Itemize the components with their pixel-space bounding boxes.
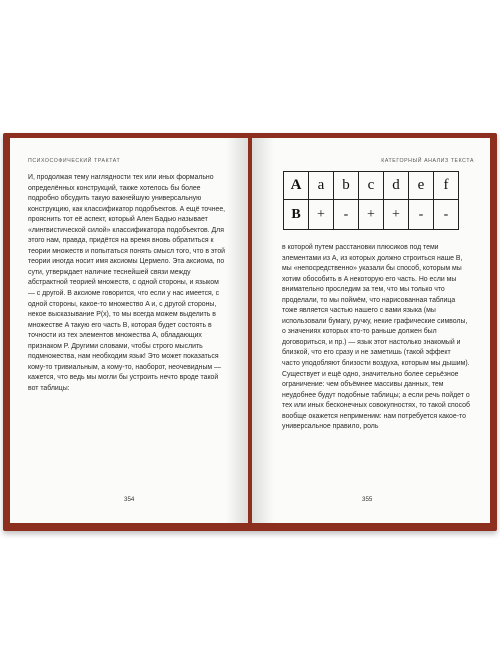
table-cell: - <box>434 200 459 230</box>
table-cell: a <box>309 172 334 200</box>
page-number: 355 <box>362 496 373 503</box>
table-row <box>284 172 459 200</box>
body-text: И, продолжая тему наглядности тех или иных формально определённых конструкций, также хотелось бы более подробно обсудить такую важнейшую универсальную конструкцию, как классификатор подобъектов. А ещё точнее, прояснить тот её аспект, который Ален Бадью называет «лингвистической силой» классификатора подобъектов. Для этого нам, правда, придётся на время вновь обратиться к теории множеств и попытаться понять смысл того, что в этой теории иногда носит имя аксиомы Цермело. Эта аксиома, по сути, утверждает наличие теснейшей связи между абстрактной теорией множеств, с одной стороны, и языком — с другой. В аксиоме говорится, что если у нас имеется, с одной стороны, какое-то множество A и, с другой стороны, некое высказывание P(x), то мы всегда можем выделить в множестве A такую его часть B, которая будет состоять в точности из тех элементов множества A, обладающих признаком P. Другими словами, чтобы строго мыслить подмножества, нам необходим язык! Это может показаться кому-то тривиальным, а кому-то, наоборот, неочевидным — кажется, что ведь мы могли бы устроить нечто вроде такой вот таблицы: <box>28 174 226 392</box>
left-page <box>10 138 248 523</box>
table-cell: c <box>359 172 384 200</box>
gutter-shadow <box>252 138 274 523</box>
table-cell: + <box>384 200 409 230</box>
subset-table <box>283 171 459 230</box>
table-cell: d <box>384 172 409 200</box>
right-page <box>252 138 490 523</box>
table-cell: + <box>309 200 334 230</box>
body-text: в которой путем расстановки плюсиков под теми элементами из A, из которых должно строиться наше B, мы «непосредственно» указали бы способ, которым мы хотим обособить в A некоторую его часть. Но если мы внимательно проследим за тем, что мы только что проделали, то мы поймём, что нарисованная таблица тоже является частью нашего с вами языка (мы использовали бумагу, ручку, некие графические символы, о значениях которых кто-то раньше должен был договориться, и пр.) — язык этот настолько знакомый и близкой, что его сразу и не заметишь (такой эффект часто уподобляют близости воздуха, которым мы дышим). Существует и ещё одно, значительно более серьёзное ограничение: чем объёмнее массивы данных, тем неудобнее будут подобные таблицы; а если речь пойдет о тех или иных бесконечных совокупностях, то такой способ вообще окажется неприменим: нам потребуется какое-то универсальное правило, роль <box>282 244 470 431</box>
table-cell: f <box>434 172 459 200</box>
running-head: КАТЕГОРНЫЙ АНАЛИЗ ТЕКСТА <box>381 158 474 164</box>
table-cell: + <box>359 200 384 230</box>
page-number: 354 <box>124 496 135 503</box>
table-cell: - <box>334 200 359 230</box>
table-cell: - <box>409 200 434 230</box>
gutter-shadow <box>226 138 248 523</box>
table-cell: b <box>334 172 359 200</box>
table-cell: B <box>284 200 309 230</box>
table-cell: e <box>409 172 434 200</box>
running-head: ПСИХОСОФИЧЕСКИЙ ТРАКТАТ <box>28 158 121 164</box>
table-row <box>284 200 459 230</box>
table-cell: A <box>284 172 309 200</box>
